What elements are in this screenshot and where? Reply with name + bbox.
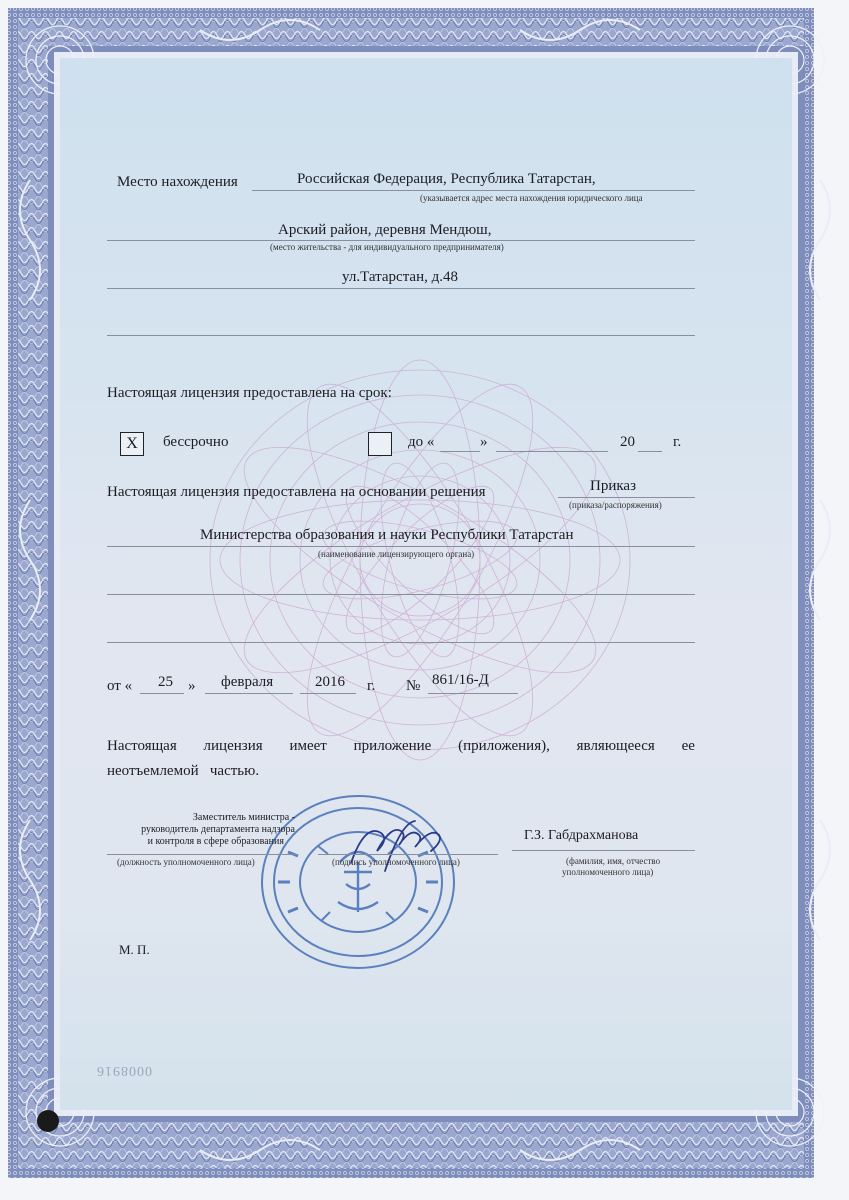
appendix-line1 <box>107 738 695 755</box>
authority-rule <box>107 546 695 547</box>
guilloche-rosette <box>190 345 650 775</box>
position-line1: Заместитель министра - <box>192 812 295 823</box>
appendix-line2: неотъемлемой частью. <box>107 763 260 779</box>
location-rule1 <box>252 190 695 191</box>
location-caption2: (место жительства - для индивидуального предпринимателя) <box>270 242 504 252</box>
signature-rule <box>318 854 498 855</box>
basis-doc-caption: (приказа/распоряжения) <box>569 500 662 510</box>
until-year-suffix: г. <box>673 434 682 450</box>
name-caption2: уполномоченного лица) <box>562 867 654 877</box>
until-month-rule <box>496 451 608 452</box>
location-label: Место нахождения <box>117 174 238 190</box>
authority-caption: (наименование лицензирующего органа) <box>318 549 475 559</box>
until-year-prefix: 20 <box>620 434 635 450</box>
position-line3: и контроля в сфере образования <box>147 836 284 847</box>
date-year: 2016 <box>315 674 345 690</box>
date-from-prefix: от « <box>107 678 133 694</box>
location-rule4 <box>107 335 695 336</box>
location-line2: Арский район, деревня Мендюш, <box>278 222 492 238</box>
location-line3: ул.Татарстан, д.48 <box>342 269 458 285</box>
appendix-word: являющееся <box>576 738 655 754</box>
basis-doc-rule <box>558 497 695 498</box>
signer-name: Г.З. Габдрахманова <box>524 828 639 843</box>
date-number-rule <box>428 693 518 694</box>
location-rule3 <box>107 288 695 289</box>
signature-caption: (подпись уполномоченного лица) <box>332 857 460 867</box>
name-rule <box>512 850 695 851</box>
blank-rule-2 <box>107 642 695 643</box>
date-number: 861/16-Д <box>432 672 489 688</box>
location-line1: Российская Федерация, Республика Татарстан, <box>297 171 596 187</box>
appendix-word: лицензия <box>203 738 263 754</box>
basis-doc-type: Приказ <box>590 478 637 494</box>
appendix-word: имеет <box>289 738 327 754</box>
appendix-word: ее <box>681 738 695 754</box>
punch-hole <box>37 1110 59 1132</box>
position-line2: руководитель департамента надзора <box>141 824 295 835</box>
until-checkbox[interactable] <box>368 432 392 456</box>
appendix-word: приложение <box>353 738 432 754</box>
date-month-rule <box>205 693 293 694</box>
until-day-rule <box>440 451 480 452</box>
date-number-sign: № <box>406 678 421 694</box>
appendix-word: (приложения), <box>458 738 550 754</box>
serial-number: 0008916 <box>96 1063 152 1078</box>
date-year-suffix: г. <box>367 678 376 694</box>
stamp-place-label: М. П. <box>119 942 150 957</box>
date-month: февраля <box>221 674 274 690</box>
blank-rule-1 <box>107 594 695 595</box>
until-year-rule <box>638 451 662 452</box>
name-caption1: (фамилия, имя, отчество <box>566 856 661 866</box>
basis-label: Настоящая лицензия предоставлена на основании решения <box>107 484 486 500</box>
position-rule <box>107 854 297 855</box>
term-label: Настоящая лицензия предоставлена на срок: <box>107 385 392 401</box>
date-day-rule <box>140 693 184 694</box>
date-day-close: » <box>188 678 196 694</box>
date-day: 25 <box>158 674 173 690</box>
unlimited-label: бессрочно <box>163 434 229 450</box>
location-rule2 <box>107 240 695 241</box>
position-caption: (должность уполномоченного лица) <box>117 857 255 867</box>
until-prefix: до « <box>408 434 435 450</box>
date-year-rule <box>300 693 356 694</box>
until-close: » <box>480 434 488 450</box>
location-caption1: (указывается адрес места нахождения юридического лица <box>420 193 643 203</box>
basis-authority: Министерства образования и науки Республики Татарстан <box>200 527 574 543</box>
appendix-word: Настоящая <box>107 738 177 754</box>
unlimited-checkbox[interactable]: Х <box>120 432 144 456</box>
